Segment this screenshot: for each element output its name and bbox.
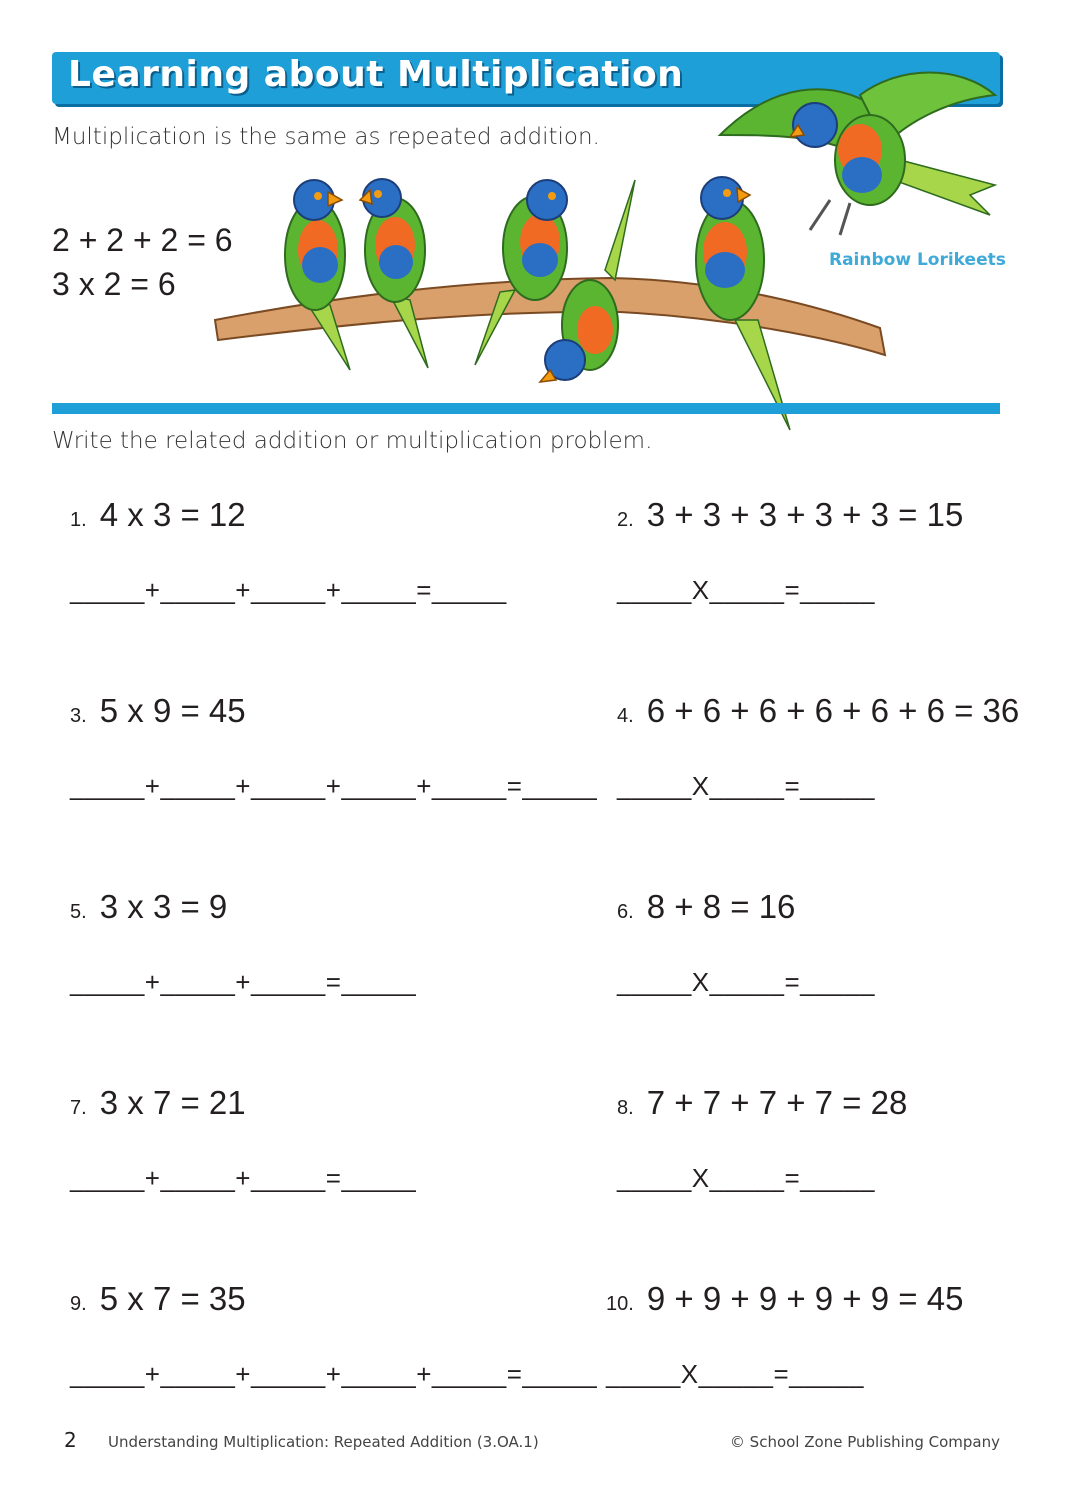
- answer-blanks-1[interactable]: _____+_____+_____+_____=_____: [70, 575, 507, 605]
- answer-blanks-4[interactable]: _____X_____=_____: [617, 771, 875, 801]
- answer-blanks-3[interactable]: _____+_____+_____+_____+_____=_____: [70, 771, 598, 801]
- problem-equation: 7 + 7 + 7 + 7 = 28: [646, 1084, 908, 1121]
- lorikeet-1: [285, 180, 350, 370]
- answer-blanks-6[interactable]: _____X_____=_____: [617, 967, 875, 997]
- illustration-caption: Rainbow Lorikeets: [829, 250, 1006, 270]
- problem-number: 9.: [70, 1293, 87, 1315]
- problem-number: 7.: [70, 1097, 87, 1119]
- intro-text: Multiplication is the same as repeated addition.: [52, 124, 600, 150]
- problem-8: [617, 1084, 907, 1122]
- problem-number: 3.: [70, 705, 87, 727]
- problem-equation: 4 x 3 = 12: [99, 496, 246, 533]
- page-number: 2: [64, 1428, 77, 1452]
- problem-6: [617, 888, 795, 926]
- problem-5: [70, 888, 227, 926]
- lorikeet-2: [360, 179, 428, 368]
- problem-2: [617, 496, 963, 534]
- problem-1: [70, 496, 246, 534]
- section-divider: [52, 403, 1000, 414]
- flying-lorikeet-illustration: [710, 65, 1000, 250]
- problem-4: [617, 692, 1019, 730]
- instructions-text: Write the related addition or multiplication problem.: [52, 428, 653, 454]
- problem-number: 8.: [617, 1097, 634, 1119]
- footer-topic: Understanding Multiplication: Repeated Addition (3.OA.1): [108, 1433, 539, 1451]
- lorikeet-3: [475, 180, 567, 365]
- footer-copyright: © School Zone Publishing Company: [729, 1433, 1000, 1451]
- problem-equation: 3 + 3 + 3 + 3 + 3 = 15: [646, 496, 964, 533]
- page-title: Learning about Multiplication: [68, 54, 684, 95]
- problem-3: [70, 692, 246, 730]
- problem-equation: 3 x 3 = 9: [99, 888, 228, 925]
- example-addition: 2 + 2 + 2 = 6: [52, 222, 233, 258]
- answer-blanks-5[interactable]: _____+_____+_____=_____: [70, 967, 417, 997]
- answer-blanks-10[interactable]: _____X_____=_____: [606, 1359, 864, 1389]
- problem-equation: 5 x 7 = 35: [99, 1280, 246, 1317]
- problem-equation: 9 + 9 + 9 + 9 + 9 = 45: [646, 1280, 964, 1317]
- answer-blanks-8[interactable]: _____X_____=_____: [617, 1163, 875, 1193]
- problem-equation: 8 + 8 = 16: [646, 888, 796, 925]
- problem-7: [70, 1084, 246, 1122]
- answer-blanks-2[interactable]: _____X_____=_____: [617, 575, 875, 605]
- problem-number: 6.: [617, 901, 634, 923]
- problem-number: 1.: [70, 509, 87, 531]
- problem-number: 4.: [617, 705, 634, 727]
- problem-equation: 6 + 6 + 6 + 6 + 6 + 6 = 36: [646, 692, 1020, 729]
- problem-number: 10.: [606, 1293, 634, 1315]
- answer-blanks-7[interactable]: _____+_____+_____=_____: [70, 1163, 417, 1193]
- answer-blanks-9[interactable]: _____+_____+_____+_____+_____=_____: [70, 1359, 598, 1389]
- problem-equation: 3 x 7 = 21: [99, 1084, 246, 1121]
- problem-equation: 5 x 9 = 45: [99, 692, 246, 729]
- problem-9: [70, 1280, 246, 1318]
- problem-number: 2.: [617, 509, 634, 531]
- problem-number: 5.: [70, 901, 87, 923]
- problem-10: [606, 1280, 963, 1318]
- example-multiplication: 3 x 2 = 6: [52, 266, 176, 302]
